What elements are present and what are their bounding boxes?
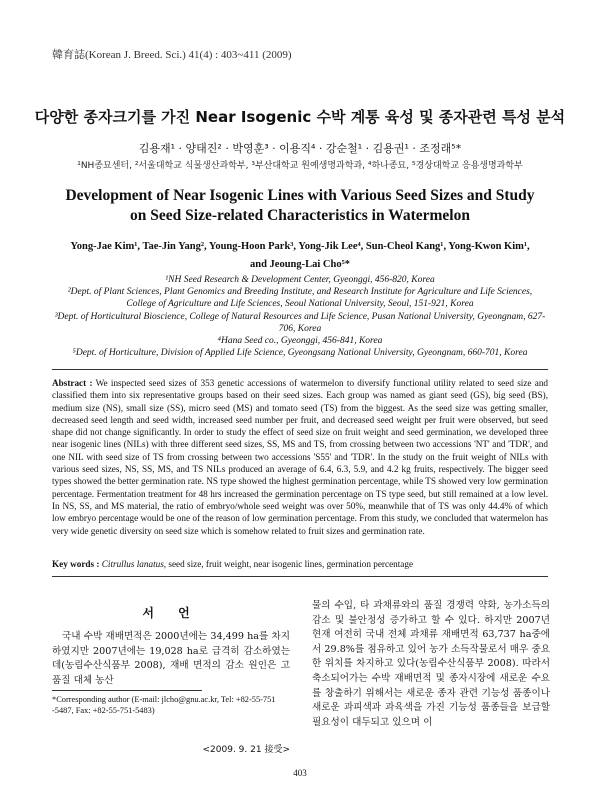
- keywords-list: , seed size, fruit weight, near isogenic lines, germination percentage: [163, 559, 414, 569]
- corresponding-author-footnote: [52, 694, 290, 716]
- abstract-top-rule: [52, 369, 548, 370]
- affiliation-5: ⁵Dept. of Horticulture, Division of Applied Life Science, Gyeongsang National University, Gyeongnam, 660-701, Korea: [72, 348, 528, 359]
- affiliation-4: ⁴Hana Seed co., Gyeonggi, 456-841, Korea: [217, 336, 383, 347]
- section-heading-introduction: 서 언: [142, 606, 200, 620]
- english-authors-line-2: and Jeoung-Lai Cho⁵*: [249, 259, 350, 270]
- english-title: [40, 186, 560, 226]
- korean-affiliations: ¹NH종묘센터, ²서울대학교 식물생산과학부, ³부산대학교 원예생명과학과, ⁴하나종묘, ⁵경상대학교 응용생명과학부: [77, 161, 523, 171]
- body-left-paragraph: 국내 수박 재배면적은 2000년에는 34,499 ha를 차지하였지만 2007년에는 19,028 ha로 급격히 감소하였는데(농림수산식품부 2008), 재배 면적의 감소 원인은 고품질 대체 농산: [52, 631, 290, 686]
- keywords-species: Citrullus lanatus: [101, 559, 164, 569]
- keywords: [52, 559, 548, 569]
- affiliation-1: ¹NH Seed Research & Development Center, Gyeonggi, 456-820, Korea: [165, 275, 435, 285]
- korean-title: 다양한 종자크기를 가진 Near Isogenic 수박 계통 육성 및 종자관련 특성 분석: [34, 108, 566, 126]
- korean-authors: 김용재¹ · 양태진² · 박영훈³ · 이용직⁴ · 강순철¹ · 김용권¹ · 조정래⁵*: [138, 142, 462, 155]
- received-date: <2009. 9. 21 接受>: [202, 745, 290, 755]
- english-title-line-1: Development of Near Isogenic Lines with Various Seed Sizes and Study: [65, 187, 535, 204]
- abstract-text: We inspected seed sizes of 353 genetic accessions of watermelon to diversify functional utility related to seed size and classified them into six representative groups based on their seed sizes. Each group was named as giant seed (GS), big seed (BS), medium size (NS), small size (SS), micro seed (MS) and tomato seed (TS) from the biggest. As the seed size was getting smaller, decreased seed length and seed width, increased seed number per fruit, and decreased seed weight per fruit were observed, but seed shape did not change significantly. In order to study the effect of seed size on fruit weight and seed germination, we developed three near isogenic lines (NILs) with three different seed sizes, SS, MS and TS, from crossing between two accessions 'NT' and 'TDR', and one NIL with seed size of TS from crossing between two accessions 'S55' and 'TDR'. In the study on the fruit weight of NILs with various seed sizes, NS, SS, MS, and TS NILs produced an average of 6.4, 6.3, 5.9, and 4.2 kg fruits, respectively. The bigger seed types showed the better germination rate. NS type showed the highest germination percentage, while TS showed very low germination percentage. Fermentation treatment for 48 hrs increased the germination percentage on TS type seed, but still remained at a low level. In NS, SS, and MS material, the ratio of embryo/whole seed weight was over 50%, meanwhile that of TS was only 44.4% of which low embryo percentage would be one of the reason of low germination percentage. From this study, we concluded that watermelon has very wide genetic diversity on seed size which is somehow related to fruit sizes and germination rate.: [52, 378, 549, 536]
- footnote-line-2: -5487, Fax: +82-55-751-5483): [52, 706, 155, 715]
- english-authors-line-1: Yong-Jae Kim¹, Tae-Jin Yang², Young-Hoon Park³, Yong-Jik Lee⁴, Sun-Cheol Kang¹, Yong-Kwon Kim¹,: [70, 241, 530, 252]
- body-right-paragraph: 물의 수입, 타 과채류와의 품질 경쟁력 약화, 농가소득의 감소 및 불안정성 증가하고 할 수 있다. 하지만 2007년 현재 여전히 국내 전체 과채류 재배면적 63,737 ha중에서 29.8%를 점유하고 있어 농가 소득작물로서 매우 중요한 위치를 차지하고 있다(농림수산식품부 2008). 따라서 축소되어가는 수박 재배면적 및 종자시장에 새로운 수요를 창출하기 위해서는 새로운 종자 관련 기능성 품종이나 새로운 과피색과 과육색을 가진 기능성 품종들을 보급할 필요성이 대두되고 있으며 이: [312, 600, 550, 728]
- page-number: 403: [293, 768, 307, 778]
- footnote-line-1: *Corresponding author (E-mail: jlcho@gnu.ac.kr, Tel: +82-55-751: [52, 695, 276, 704]
- body-right-column: [312, 599, 550, 730]
- keywords-label: Key words :: [52, 559, 100, 569]
- affiliation-2: ²Dept. of Plant Sciences, Plant Genomics and Breeding Institute, and Research Institute for Agriculture and Life Sciences, College of Agriculture and Life Sciences, Seoul National University, Seoul, 151-921, Korea: [67, 287, 533, 310]
- english-title-line-2: on Seed Size-related Characteristics in Watermelon: [130, 207, 470, 224]
- affiliation-3: ³Dept. of Horticultural Bioscience, College of Natural Resources and Life Science, Pusan National University, Gyeongnam, 627-706, Korea: [54, 311, 546, 334]
- abstract: [52, 377, 548, 537]
- abstract-label: Abstract :: [52, 378, 93, 388]
- abstract-bottom-rule: [52, 576, 548, 577]
- english-affiliations: [54, 274, 546, 359]
- footnote-rule: [52, 690, 202, 691]
- body-left-column: [52, 630, 290, 688]
- journal-citation: 韓育誌(Korean J. Breed. Sci.) 41(4) : 403~411 (2009): [52, 49, 292, 61]
- english-authors: [40, 238, 560, 274]
